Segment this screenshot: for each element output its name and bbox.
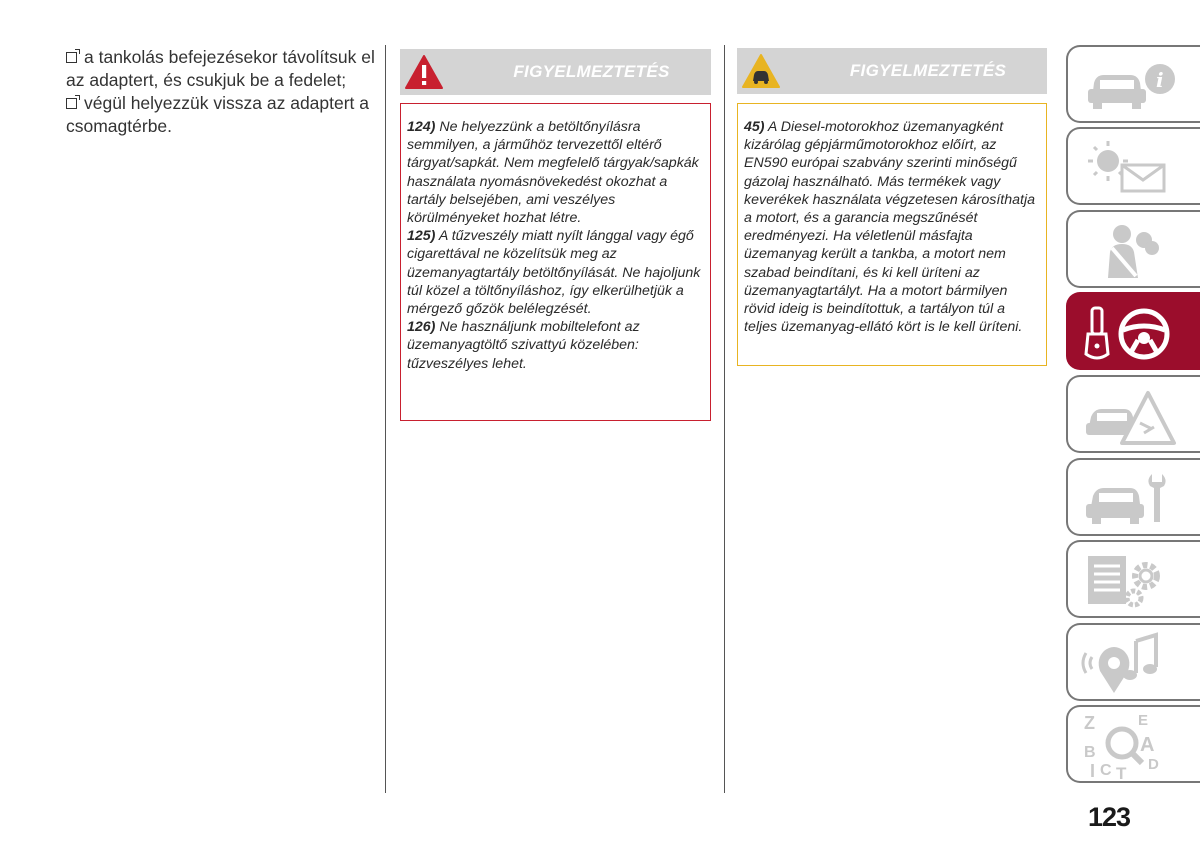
car-wrench-icon <box>1078 466 1188 530</box>
airbag-seatbelt-icon <box>1078 218 1188 282</box>
column-divider <box>724 45 725 793</box>
index-letter: T <box>1116 764 1127 781</box>
index-letter: A <box>1140 734 1155 756</box>
car-warning-triangle-icon <box>741 53 781 89</box>
tab-lights-mail[interactable] <box>1066 127 1200 205</box>
warning-title: FIGYELMEZTETÉS <box>513 62 670 81</box>
index-letter: C <box>1100 762 1112 779</box>
car-warning-triangle-icon <box>1078 383 1188 447</box>
lights-mail-icon <box>1078 135 1188 199</box>
specs-gears-icon <box>1078 548 1188 612</box>
bullet-item: a tankolás befejezésekor távolítsuk el az adaptert, és csukjuk be a fedelet; <box>66 47 375 90</box>
index-letter: Z <box>1084 713 1095 733</box>
multimedia-icon <box>1078 631 1188 695</box>
index-letter: I <box>1090 761 1096 781</box>
index-letter: E <box>1138 712 1149 729</box>
warning-header-red <box>400 49 711 95</box>
tab-emergency[interactable] <box>1066 375 1200 453</box>
tab-technical-specs[interactable] <box>1066 540 1200 618</box>
key-steering-wheel-icon <box>1078 300 1188 364</box>
checkbox-bullet-icon <box>66 52 77 63</box>
page-number: 123 <box>1088 802 1131 832</box>
warning-paragraph: 125) A tűzveszély miatt nyílt lánggal vagy égő cigarettával ne közelítsük meg az üzemanyagtartály betöltőnyílását. Ne hajoljunk túl közel a töltőnyíláshoz, így elkerülhetjük a mérgező gőzök belélegzését. <box>407 228 701 318</box>
car-info-icon <box>1078 53 1188 117</box>
warning-body-yellow <box>737 103 1047 366</box>
warning-paragraph: 45) A Diesel-motorokhoz üzemanyagként kizárólag gépjárműmotorokhoz előírt, az EN590 európai szabvány szerinti minőségű gázolaj használható. Más termékek vagy keverékek használata végzetesen károsíthatja a motort, és a garancia megszűnését eredményezi. Ha véletlenül másfajta üzemanyag került a tankba, a motort nem szabad beindítani, és ki kell üríteni az üzemanyagtartályt. Ha a motort bármilyen rövid ideig is beindítottuk, a tartályon túl a teljes üzemanyag-ellátó kört is le kell üríteni. <box>744 119 1036 336</box>
warning-paragraph: 124) Ne helyezzünk a betöltőnyílásra semmilyen, a járműhöz tervezettől eltérő tárgyat/sapkát. Nem megfelelő tárgyak/sapkák használata nyomásnövekedést okozhat a tartály belsejében, ami veszélyes körülményeket hozhat létre. <box>407 119 699 227</box>
alphabetical-index-icon <box>1078 709 1188 781</box>
tab-maintenance[interactable] <box>1066 458 1200 536</box>
checkbox-bullet-icon <box>66 98 77 109</box>
bullet-item: végül helyezzük vissza az adaptert a csomagtérbe. <box>66 93 370 136</box>
warning-header-yellow <box>737 48 1047 94</box>
warning-paragraph: 126) Ne használjunk mobiltelefont az üzemanyagtöltő szivattyú közelében: tűzveszélyes lehet. <box>407 319 640 372</box>
column-divider <box>385 45 386 793</box>
left-column-text <box>66 46 378 138</box>
tab-safety[interactable] <box>1066 210 1200 288</box>
tab-car-info[interactable] <box>1066 45 1200 123</box>
tab-multimedia[interactable] <box>1066 623 1200 701</box>
tab-index[interactable] <box>1066 705 1200 783</box>
index-letter: D <box>1148 756 1159 773</box>
tab-starting-driving[interactable] <box>1066 292 1200 370</box>
warning-title: FIGYELMEZTETÉS <box>849 61 1007 80</box>
index-letter: B <box>1084 744 1096 761</box>
svg-text:i: i <box>1156 68 1164 92</box>
warning-body-red <box>400 103 711 421</box>
warning-triangle-icon <box>404 54 444 90</box>
